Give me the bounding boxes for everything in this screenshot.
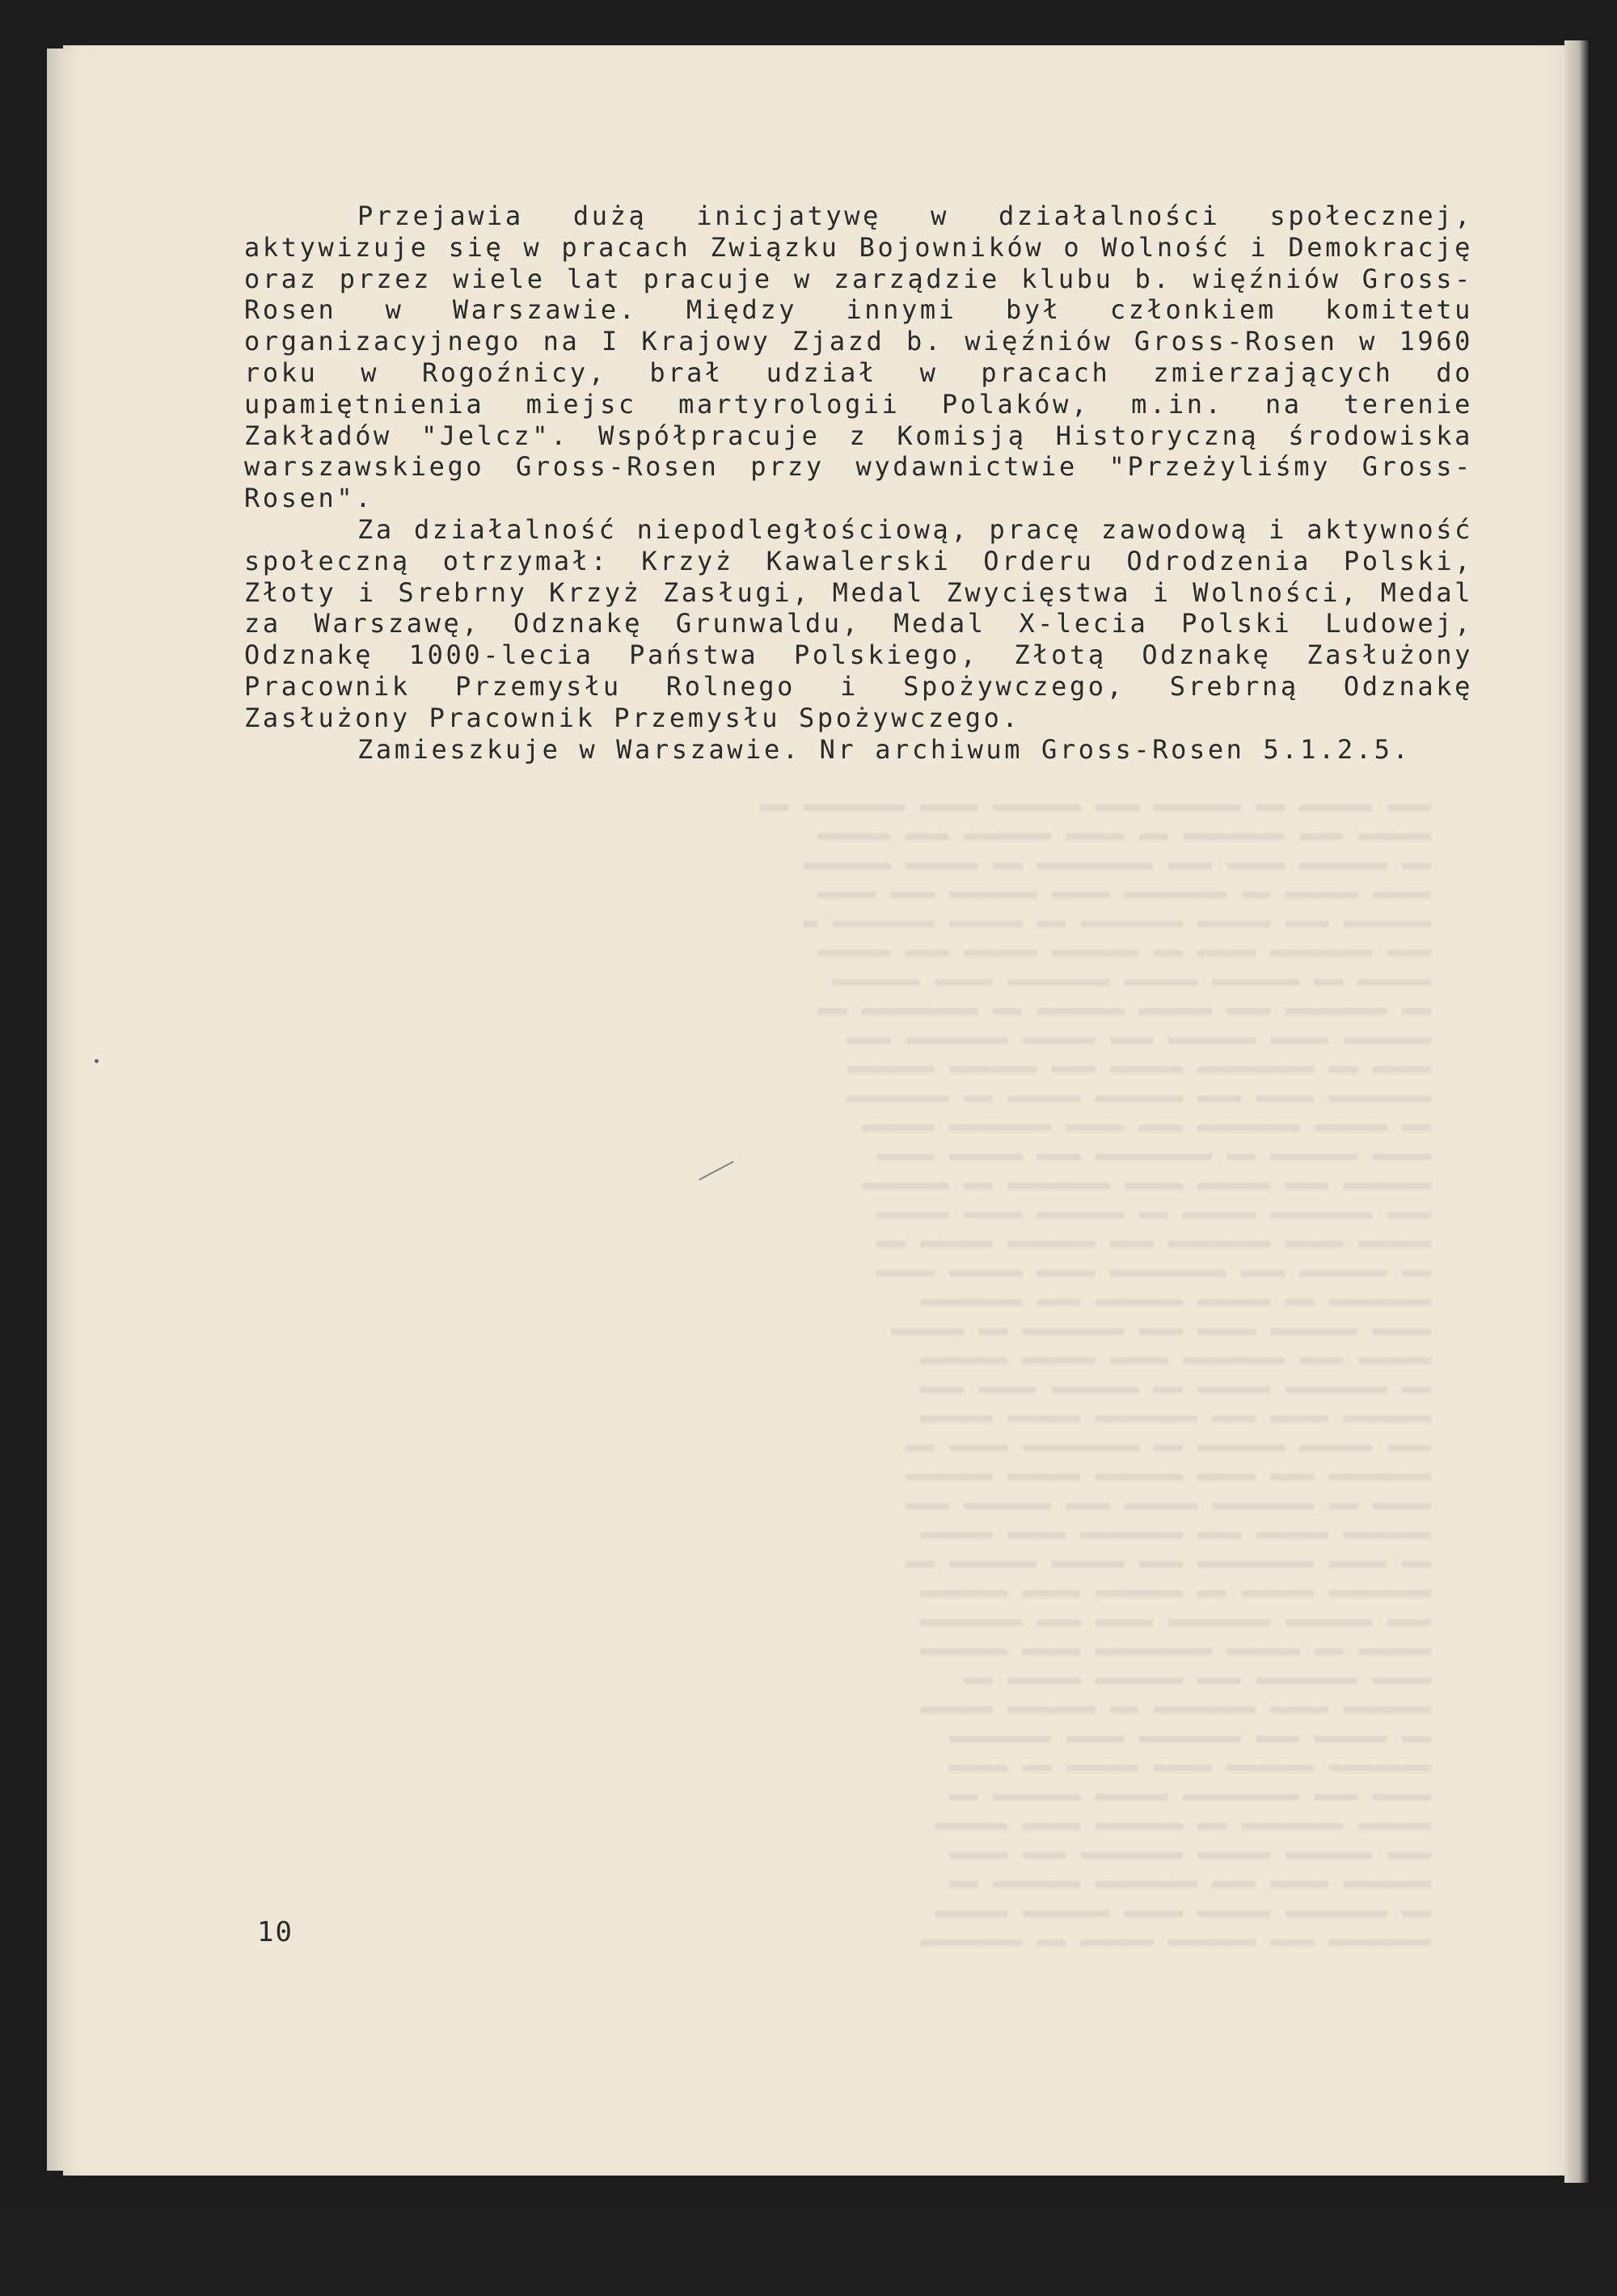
page-binding-edge-right (1564, 40, 1589, 2183)
typewritten-text-block (244, 200, 1473, 765)
page-number: 10 (257, 1916, 293, 1948)
paragraph-residence-archive: Zamieszkuje w Warszawie. Nr archiwum Gross-Rosen 5.1.2.5. (357, 733, 1412, 765)
paragraph-decorations: Za działalność niepodległościową, pracę zawodową i aktywność społeczną otrzymał: Krzyż Kawalerski Orderu Odrodzenia Polski, Złoty i Srebrny Krzyż Zasługi, Medal Zwycięstwa i Wolności, Medal za Warszawę, Odznakę Grunwaldu, Medal X-lecia Polski Ludowej, Odznakę 1000-lecia Państwa Polskiego, Złotą Odznakę Zasłużony Pracownik Przemysłu Rolnego i Spożywczego, Srebrną Odznakę Zasłużony Pracownik Przemysłu Spożywczego. (244, 513, 1473, 733)
paragraph-social-activity: Przejawia dużą inicjatywę w działalności społecznej, aktywizuje się w pracach Związku Bojowników o Wolność i Demokrację oraz przez wiele lat pracuje w zarządzie klubu b. więźniów Gross-Rosen w Warszawie. Między innymi był członkiem komitetu organizacyjnego na I Krajowy Zjazd b. więźniów Gross-Rosen w 1960 roku w Rogoźnicy, brał udział w pracach zmierzających do upamiętnienia miejsc martyrologii Polaków, m.in. na terenie Zakładów "Jelcz". Współpracuje z Komisją Historyczną środowiska warszawskiego Gross-Rosen przy wydawnictwie "Przeżyliśmy Gross-Rosen". (244, 200, 1473, 514)
paper-speck (95, 1059, 99, 1063)
